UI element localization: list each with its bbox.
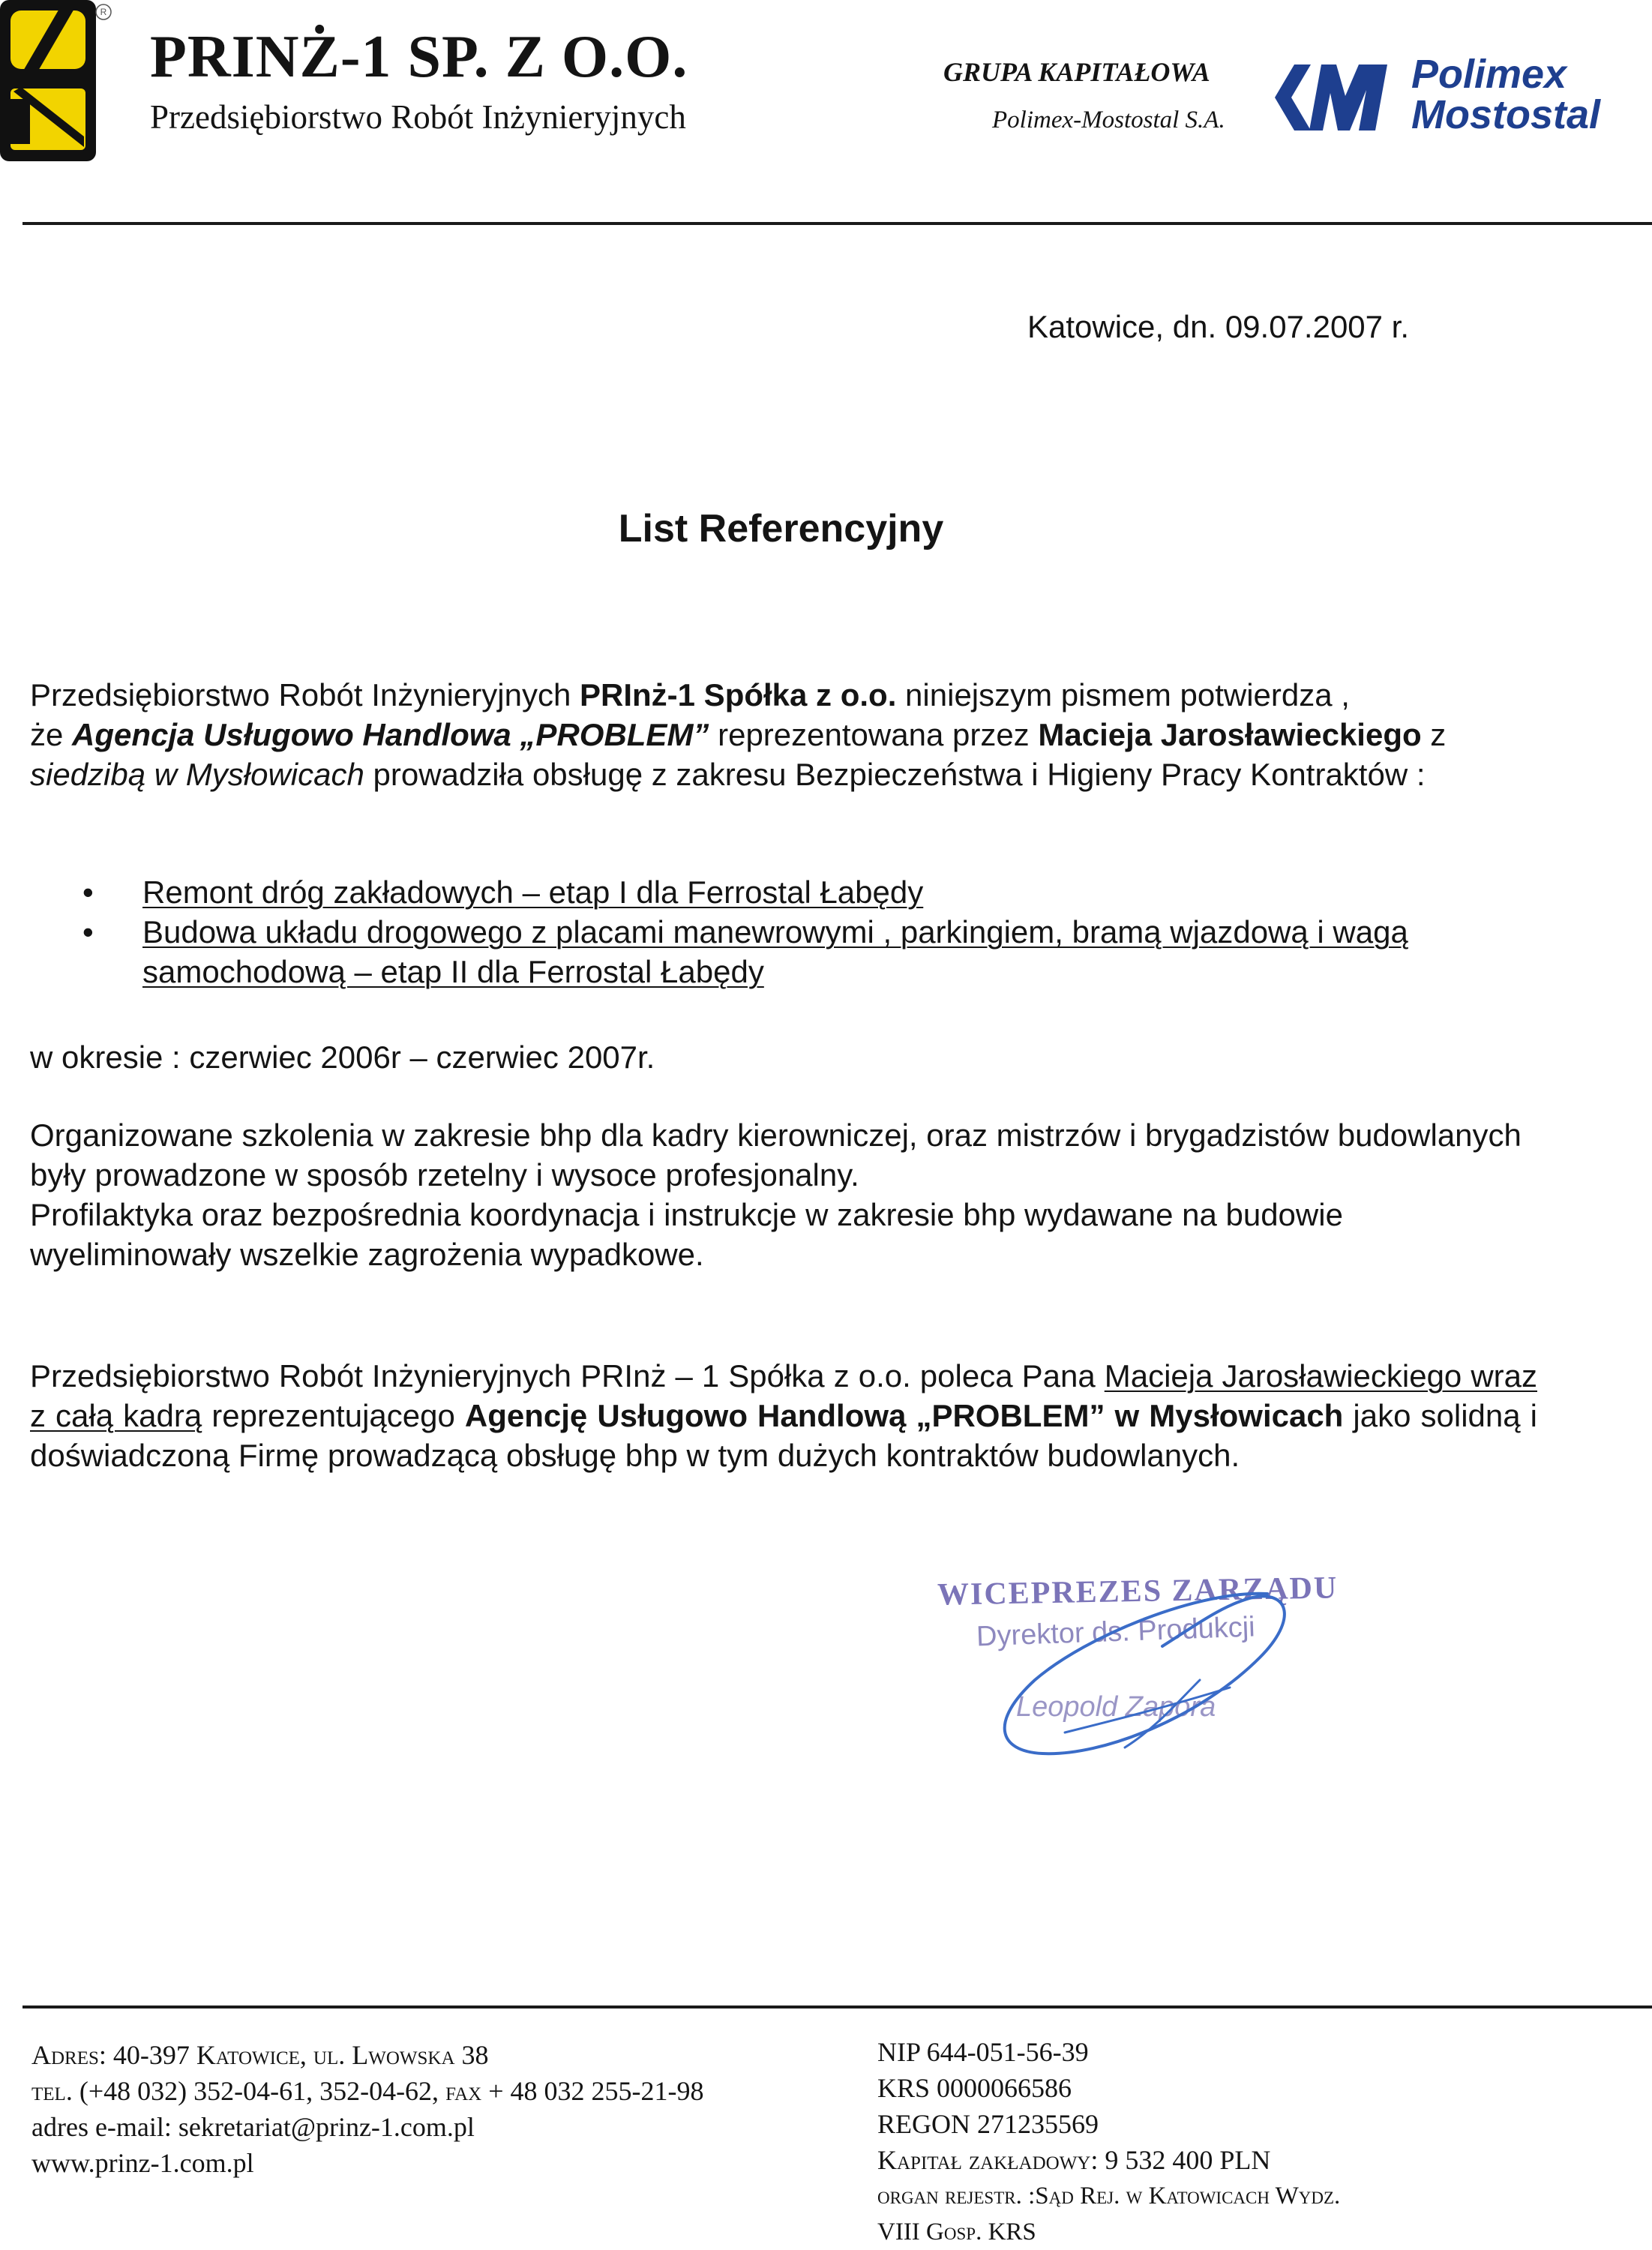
organ-value: :Sąd Rej. w Katowicach Wydz. bbox=[1021, 2182, 1341, 2210]
tel-label: tel. bbox=[31, 2076, 73, 2106]
list-item bbox=[82, 872, 1470, 912]
partner-logo-line2: Mostostal bbox=[1411, 92, 1601, 137]
paragraph-intro bbox=[30, 675, 1537, 794]
footer-regon: REGON 271235569 bbox=[877, 2109, 1099, 2139]
issuer-name: PRInż-1 Spółka z o.o. bbox=[580, 677, 897, 712]
polimex-mostostal-logo-icon bbox=[1275, 60, 1387, 135]
recommended-person: Macieja Jarosławieckiego wraz z całą kadrą bbox=[30, 1358, 1537, 1433]
stamp-position: Dyrektor ds. Produkcji bbox=[976, 1611, 1256, 1653]
footer-krs: KRS 0000066586 bbox=[877, 2073, 1072, 2103]
agency-name: Agencja Usługowo Handlowa „PROBLEM” bbox=[72, 717, 709, 752]
signature-icon bbox=[975, 1575, 1305, 1770]
footer-nip: NIP 644-051-56-39 bbox=[877, 2037, 1089, 2067]
capital-label: Kapitał zakładowy bbox=[877, 2145, 1091, 2175]
fax-value: + 48 032 255-21-98 bbox=[481, 2076, 704, 2106]
contract-list bbox=[82, 872, 1470, 992]
footer-website: www.prinz-1.com.pl bbox=[31, 2148, 254, 2178]
paragraph-recommendation bbox=[30, 1356, 1537, 1475]
footer-capital bbox=[877, 2142, 1340, 2178]
representative-name: Macieja Jarosławieckiego bbox=[1038, 717, 1422, 752]
footer-email: adres e-mail: sekretariat@prinz-1.com.pl bbox=[31, 2112, 475, 2142]
company-subtitle: Przedsiębiorstwo Robót Inżynieryjnych bbox=[150, 98, 686, 136]
group-label: GRUPA KAPITAŁOWA bbox=[943, 57, 1210, 87]
bullet-icon: • bbox=[82, 874, 94, 910]
stamp-name: Leopold Zapora bbox=[1016, 1691, 1216, 1723]
prinz-logo bbox=[0, 0, 112, 161]
svg-text:R: R bbox=[100, 7, 107, 17]
intro-text-c: niniejszym pismem potwierdza , bbox=[896, 677, 1350, 712]
footer-organ-line2: VIII Gosp. KRS bbox=[877, 2218, 1036, 2246]
letter-date: Katowice, dn. 09.07.2007 r. bbox=[1027, 309, 1410, 344]
organ-label: organ rejestr. bbox=[877, 2182, 1022, 2210]
intro-text-j: prowadziła obsługę z zakresu Bezpieczeństwa i Higieny Pracy Kontraktów : bbox=[364, 757, 1426, 792]
paragraph-training bbox=[30, 1115, 1537, 1274]
paragraph-period: w okresie : czerwiec 2006r – czerwiec 2007r. bbox=[30, 1040, 655, 1075]
intro-text-h: z bbox=[1421, 717, 1447, 752]
recommend-text-e: jako solidną i doświadczoną Firmę prowadzącą obsługę bhp w tym dużych kontraktów budowlanych. bbox=[30, 1398, 1537, 1473]
footer-contact bbox=[31, 2037, 704, 2181]
address-label: Adres bbox=[31, 2040, 99, 2070]
company-name: PRINŻ-1 SP. Z O.O. bbox=[150, 24, 688, 90]
intro-text-d: że bbox=[30, 717, 73, 752]
contract-item-2: Budowa układu drogowego z placami manewrowymi , parkingiem, bramą wjazdową i wagą samochodową – etap II dla Ferrostal Łabędy bbox=[142, 914, 1408, 989]
tel-value: (+48 032) 352-04-61, 352-04-62, bbox=[72, 2076, 446, 2106]
stamp-title: WICEPREZES ZARZĄDU bbox=[937, 1570, 1339, 1612]
intro-text-f: reprezentowana przez bbox=[709, 717, 1039, 752]
group-company: Polimex-Mostostal S.A. bbox=[992, 106, 1225, 134]
partner-logo-text bbox=[1411, 54, 1600, 135]
footer-phone bbox=[31, 2073, 704, 2109]
list-item bbox=[82, 912, 1470, 992]
recommend-text-a: Przedsiębiorstwo Robót Inżynieryjnych PRInż – 1 Spółka z o.o. poleca Pana bbox=[30, 1358, 1105, 1394]
intro-text-a: Przedsiębiorstwo Robót Inżynieryjnych bbox=[30, 677, 580, 712]
footer-address bbox=[31, 2037, 704, 2073]
footer-divider bbox=[22, 2006, 1652, 2008]
address-value: : 40-397 Katowice, ul. Lwowska 38 bbox=[98, 2040, 489, 2070]
footer-registration bbox=[877, 2034, 1340, 2250]
recommended-agency: Agencję Usługowo Handlową „PROBLEM” w Mysłowicach bbox=[464, 1398, 1344, 1433]
partner-logo-line1: Polimex bbox=[1411, 52, 1567, 97]
letter-title: List Referencyjny bbox=[618, 507, 944, 550]
footer-organ bbox=[877, 2178, 1340, 2214]
bullet-icon: • bbox=[82, 914, 94, 950]
contract-item-1: Remont dróg zakładowych – etap I dla Ferrostal Łabędy bbox=[142, 874, 924, 910]
recommend-text-c: reprezentującego bbox=[202, 1398, 465, 1433]
agency-seat: siedzibą w Mysłowicach bbox=[30, 757, 364, 792]
training-line-2: Profilaktyka oraz bezpośrednia koordynacja i instrukcje w zakresie bhp wydawane na budowie wyeliminowały wszelkie zagrożenia wypadkowe. bbox=[30, 1197, 1343, 1272]
capital-value: : 9 532 400 PLN bbox=[1090, 2145, 1271, 2175]
fax-label: fax bbox=[445, 2076, 482, 2106]
header-divider bbox=[22, 222, 1652, 225]
training-line-1: Organizowane szkolenia w zakresie bhp dla kadry kierowniczej, oraz mistrzów i brygadzistów budowlanych były prowadzone w sposób rzetelny i wysoce profesjonalny. bbox=[30, 1118, 1522, 1192]
